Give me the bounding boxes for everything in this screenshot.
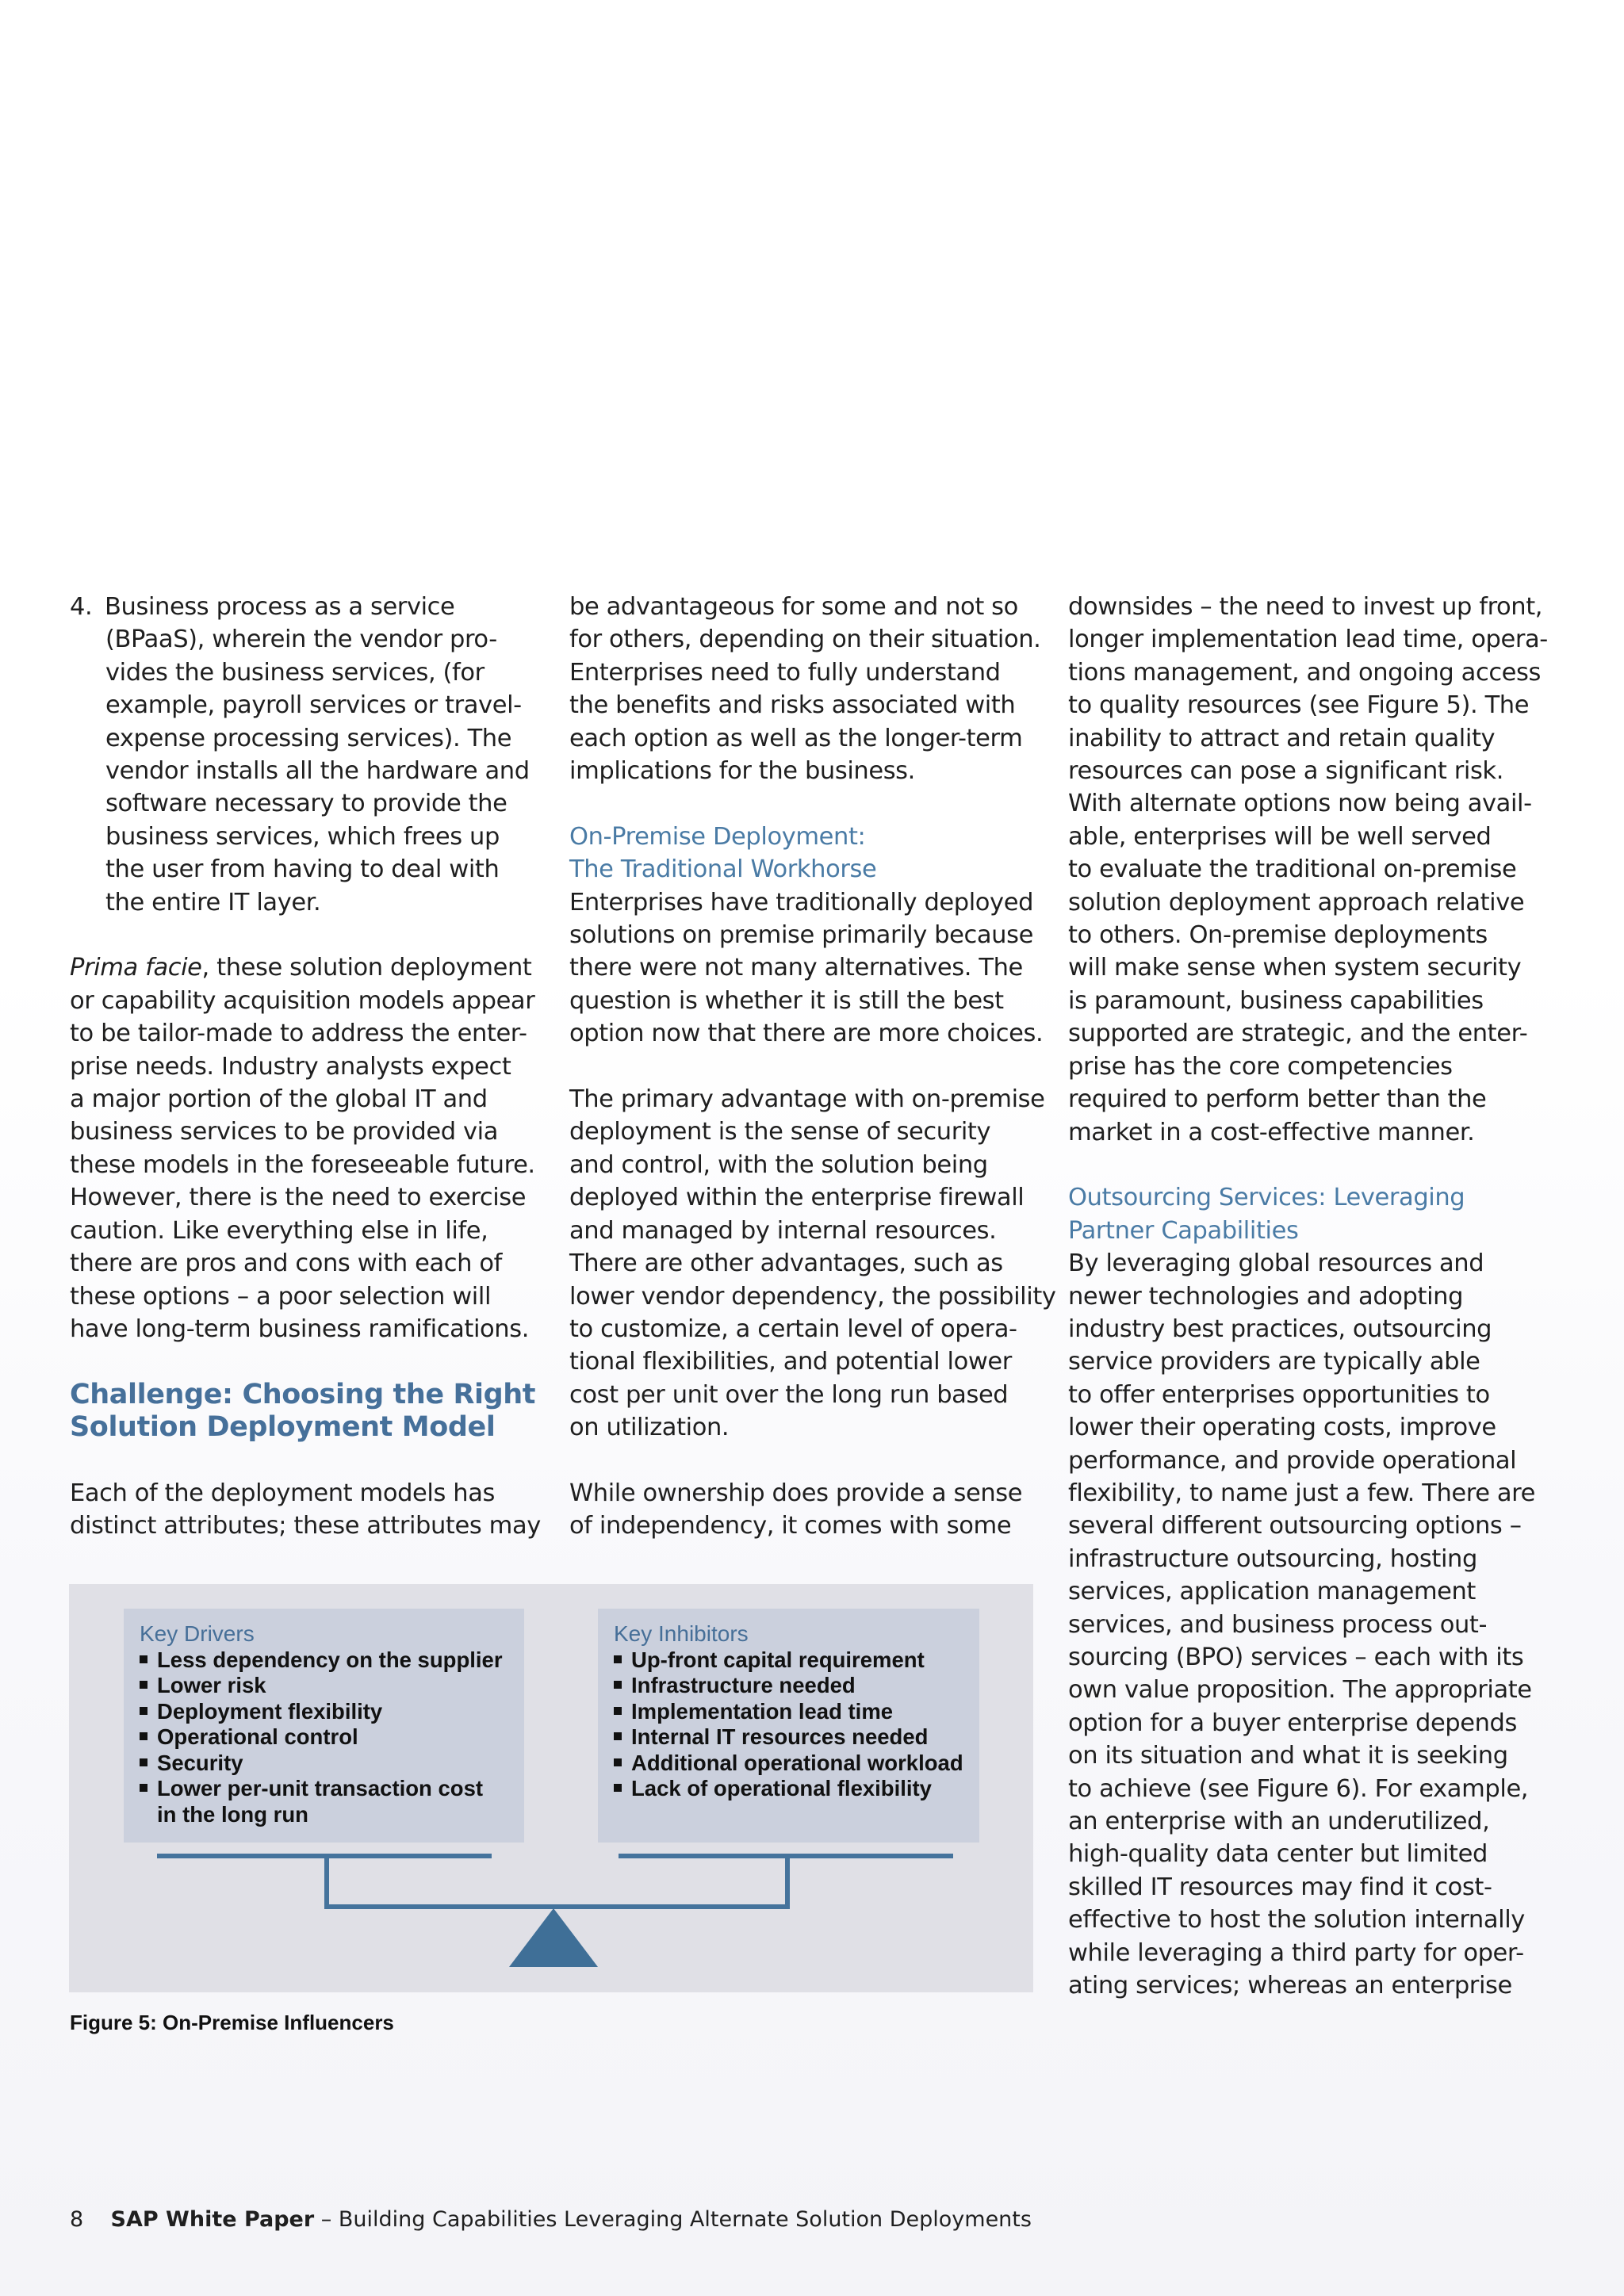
downsides-paragraph: downsides – the need to invest up front, longer implementation lead time, opera- tions management, and ongoing access to quality resources (see Figure 5). The inability to attract and retain quality resources can pose a significant risk. With alternate options now being avail- able, enterprises will be well served to evaluate the traditional on-premise solution deployment approach relative to others. On-premise deployments will make sense when system security is paramount, business capabilities supported are strategic, and the enter- prise has the core competencies required to perform better than the market in a cost-effective manner.: [1068, 593, 1548, 1146]
primary-advantage-paragraph: The primary advantage with on-premise deployment is the sense of security and control, with the solution being deployed within the enterprise firewall and managed by internal resources. There are other advantages, such as lower vendor dependency, the possibility to customize, a certain level of opera- tional flexibilities, and potential lower cost per unit over the long run based on utilization.: [569, 1085, 1056, 1442]
footer-title: – Building Capabilities Leveraging Alternate Solution Deployments: [314, 2207, 1032, 2232]
advantageous-paragraph: be advantageous for some and not so for others, depending on their situation. Enterprises need to fully understand the benefits and risks associated with each option as well as the longer-term implications for the business.: [569, 593, 1041, 786]
bullet-square-icon: [140, 1707, 147, 1715]
footer-brand: SAP White Paper: [110, 2207, 315, 2232]
key-drivers-title: Key Drivers: [140, 1621, 255, 1646]
bullet-square-icon: [140, 1784, 147, 1792]
item-number: 4.: [70, 593, 93, 621]
scale-fulcrum-triangle-icon: [509, 1908, 598, 1967]
list-item: Security: [140, 1751, 524, 1777]
list-item: Lack of operational flexibility: [614, 1776, 979, 1802]
ownership-paragraph: While ownership does provide a sense of independency, it comes with some: [569, 1479, 1023, 1540]
key-inhibitors-title: Key Inhibitors: [614, 1621, 749, 1646]
list-item-continuation: in the long run: [157, 1801, 308, 1827]
prima-facie-paragraph: Prima facie, these solution deployment or capability acquisition models appear to be tailor-made to address the enter- prise needs. Industry analysts expect a major portion of the global IT and business services to be provided via these models in the foreseeable future. However, there is the need to exercise caution. Like everything else in life, there are pros and cons with each of these options – a poor selection will have long-term business ramifications.: [70, 954, 535, 1343]
bullet-square-icon: [140, 1655, 147, 1663]
key-inhibitors-box: [598, 1609, 979, 1843]
bullet-square-icon: [614, 1707, 622, 1715]
list-item: Internal IT resources needed: [614, 1724, 979, 1751]
section-heading-challenge: Challenge: Choosing the Right Solution Deployment Model: [70, 1378, 536, 1444]
bullet-square-icon: [614, 1655, 622, 1663]
figure-on-premise-influencers: [69, 1584, 1033, 1992]
bullet-square-icon: [614, 1784, 622, 1792]
key-inhibitors-list: [614, 1647, 979, 1802]
page-number: 8: [70, 2207, 84, 2232]
deployment-models-paragraph: Each of the deployment models has distinct attributes; these attributes may: [70, 1479, 541, 1540]
bullet-square-icon: [140, 1758, 147, 1766]
column-1: [70, 591, 541, 1543]
list-item: Up-front capital requirement: [614, 1647, 979, 1674]
list-item: Additional operational workload: [614, 1751, 979, 1777]
outsourcing-paragraph: By leveraging global resources and newer technologies and adopting industry best practices, outsourcing service providers are typically able to offer enterprises opportunities to lower their operating costs, improve performance, and provide operational flexibility, to name just a few. There are several different outsourcing options – infrastructure outsourcing, hosting services, application management services, and business process out- sourcing (BPO) services – each with its own value proposition. The appropriate option for a buyer enterprise depends on its situation and what it is seeking to achieve (see Figure 6). For example, an enterprise with an underutilized, high-quality data center but limited skilled IT resources may find it cost- effective to host the solution internally while leveraging a third party for oper- ating services; whereas an enterprise: [1068, 1249, 1536, 2000]
bullet-square-icon: [614, 1732, 622, 1740]
list-item: Lower risk: [140, 1673, 524, 1699]
subheading-on-premise: On-Premise Deployment: The Traditional Workhorse: [569, 822, 877, 884]
bullet-square-icon: [140, 1681, 147, 1689]
figure-caption: Figure 5: On-Premise Influencers: [70, 2011, 394, 2034]
column-3: [1068, 591, 1548, 2002]
list-item: Less dependency on the supplier: [140, 1647, 524, 1674]
numbered-item-4: 4. Business process as a service (BPaaS), wherein the vendor pro- vides the business services, (for example, payroll services or travel- expense processing services). The vendor installs all the hardware and software necessary to provide the business services, which frees up the user from having to deal with the entire IT layer.: [70, 591, 541, 919]
list-item: Operational control: [140, 1724, 524, 1751]
bullet-square-icon: [614, 1758, 622, 1766]
key-drivers-box: [124, 1609, 524, 1843]
page-footer: [70, 2207, 1032, 2232]
list-item: Deployment flexibility: [140, 1699, 524, 1725]
subheading-outsourcing: Outsourcing Services: Leveraging Partner Capabilities: [1068, 1184, 1465, 1245]
key-drivers-list: [140, 1647, 524, 1828]
list-item: Implementation lead time: [614, 1699, 979, 1725]
bullet-square-icon: [614, 1681, 622, 1689]
bullet-square-icon: [140, 1732, 147, 1740]
scale-post-left: [324, 1854, 329, 1909]
list-item: Lower per-unit transaction cost: [140, 1776, 524, 1802]
list-item: Infrastructure needed: [614, 1673, 979, 1699]
traditional-deployment-paragraph: Enterprises have traditionally deployed solutions on premise primarily because there were not many alternatives. The question is whether it is still the best option now that there are more choices.: [569, 888, 1044, 1048]
column-2: [569, 591, 1056, 1543]
scale-post-right: [785, 1854, 790, 1909]
